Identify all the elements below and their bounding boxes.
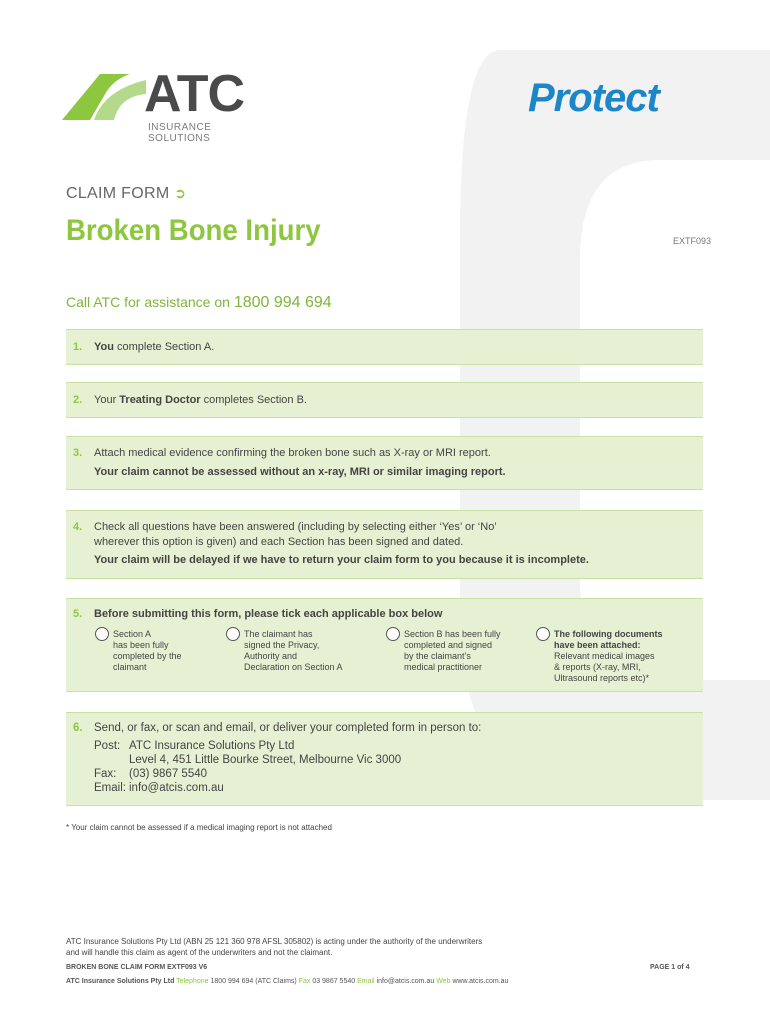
label-line: Ultrasound reports etc)* [554,673,650,683]
disclaimer-line: and will handle this claim as agent of the underwriters and not the claimant. [66,948,333,957]
label-line: Section A [113,629,152,639]
atc-wordmark: ATC [144,65,245,123]
step-heading: Before submitting this form, please tick each applicable box below [94,608,443,620]
step-number: 5. [73,608,83,620]
checkbox-label [113,629,182,673]
step-pre: Your [94,394,120,406]
label-line: Authority and [244,651,298,661]
step-rest: completes Section B. [200,394,307,406]
footer-email[interactable]: info@atcis.com.au [376,978,435,985]
label-line: by the claimant’s [404,651,471,661]
step-number: 1. [73,341,83,353]
footnote: * Your claim cannot be assessed if a medical imaging report is not attached [66,823,332,832]
footer-tel-label: Telephone [176,978,209,985]
fax-label: Fax: [94,768,117,780]
post-label: Post: [94,740,121,752]
claim-form-text: CLAIM FORM [66,185,170,202]
step-number: 2. [73,394,83,406]
assistance-line [66,294,332,312]
email-address[interactable]: info@atcis.com.au [129,782,224,794]
step-6 [66,712,703,806]
step-text [94,394,307,406]
atc-swoosh-icon [60,70,150,130]
step-number: 3. [73,447,83,459]
label-line: has been fully [113,640,169,650]
disclaimer-line: ATC Insurance Solutions Pty Ltd (ABN 25 121 360 978 AFSL 305802) is acting under the authority of the underwriters [66,937,483,946]
post-address-line-1: ATC Insurance Solutions Pty Ltd [129,740,295,752]
label-line: Section B has been fully [404,629,501,639]
step-bold: Treating Doctor [119,394,201,406]
atc-tagline: INSURANCE SOLUTIONS [148,122,212,144]
atc-logo [60,65,270,144]
footer-contact [66,978,508,985]
footer-tel: 1800 994 694 (ATC Claims) [210,978,297,985]
step-warning: Your claim will be delayed if we have to return your claim form to you because it is incomplete. [94,554,589,566]
section-b-checkbox[interactable] [386,627,400,641]
documents-attached-checkbox[interactable] [536,627,550,641]
page-title: Broken Bone Injury [66,214,321,247]
step-number: 4. [73,521,83,533]
step-3 [66,436,703,490]
footer-company: ATC Insurance Solutions Pty Ltd [66,978,175,985]
protect-logo: Protect [528,76,659,120]
footer-email-label: Email [357,978,375,985]
disclaimer [66,936,626,958]
label-line: Declaration on Section A [244,662,343,672]
assistance-phone: 1800 994 694 [233,294,332,311]
step-4 [66,510,703,579]
step-2 [66,382,703,418]
assistance-text: Call ATC for assistance on [66,294,234,310]
checkbox-label [554,629,663,684]
fax-number: (03) 9867 5540 [129,768,208,780]
label-line: signed the Privacy, [244,640,320,650]
footer-page-number: PAGE 1 of 4 [650,964,690,971]
label-line: The following documents [554,629,663,639]
step-rest: complete Section A. [113,341,215,353]
arrow-circle-icon: ➲ [174,185,187,201]
step-1 [66,329,703,365]
checkbox-label [404,629,501,673]
footer-web-label: Web [436,978,451,985]
section-a-checkbox[interactable] [95,627,109,641]
post-address-line-2: Level 4, 451 Little Bourke Street, Melbourne Vic 3000 [129,754,402,766]
email-label: Email: [94,782,126,794]
footer-web[interactable]: www.atcis.com.au [452,978,509,985]
step-bold: You [94,341,114,353]
checkbox-label [244,629,343,673]
step-number: 6. [73,722,83,734]
label-line: completed and signed [404,640,493,650]
footer-fax: 03 9867 5540 [312,978,356,985]
step-line: Check all questions have been answered (including by selecting either ‘Yes’ or ‘No’ [94,521,497,533]
step-line: Attach medical evidence confirming the broken bone such as X-ray or MRI report. [94,447,491,459]
label-line: completed by the [113,651,182,661]
step-line: wherever this option is given) and each Section has been signed and dated. [94,536,464,548]
step-warning: Your claim cannot be assessed without an x-ray, MRI or similar imaging report. [94,466,506,478]
form-code: EXTF093 [673,236,712,246]
footer-form-id: BROKEN BONE CLAIM FORM EXTF093 V6 [66,964,208,971]
label-line: & reports (X-ray, MRI, [554,662,641,672]
step-5 [66,598,703,692]
claim-form-label [66,185,186,203]
step-text [94,341,214,353]
label-line: claimant [113,662,147,672]
label-line: medical practitioner [404,662,483,672]
step-line: Send, or fax, or scan and email, or deliver your completed form in person to: [94,722,482,734]
privacy-signed-checkbox[interactable] [226,627,240,641]
label-line: have been attached: [554,640,641,650]
label-line: Relevant medical images [554,651,655,661]
label-line: The claimant has [244,629,313,639]
footer-fax-label: Fax [298,978,311,985]
